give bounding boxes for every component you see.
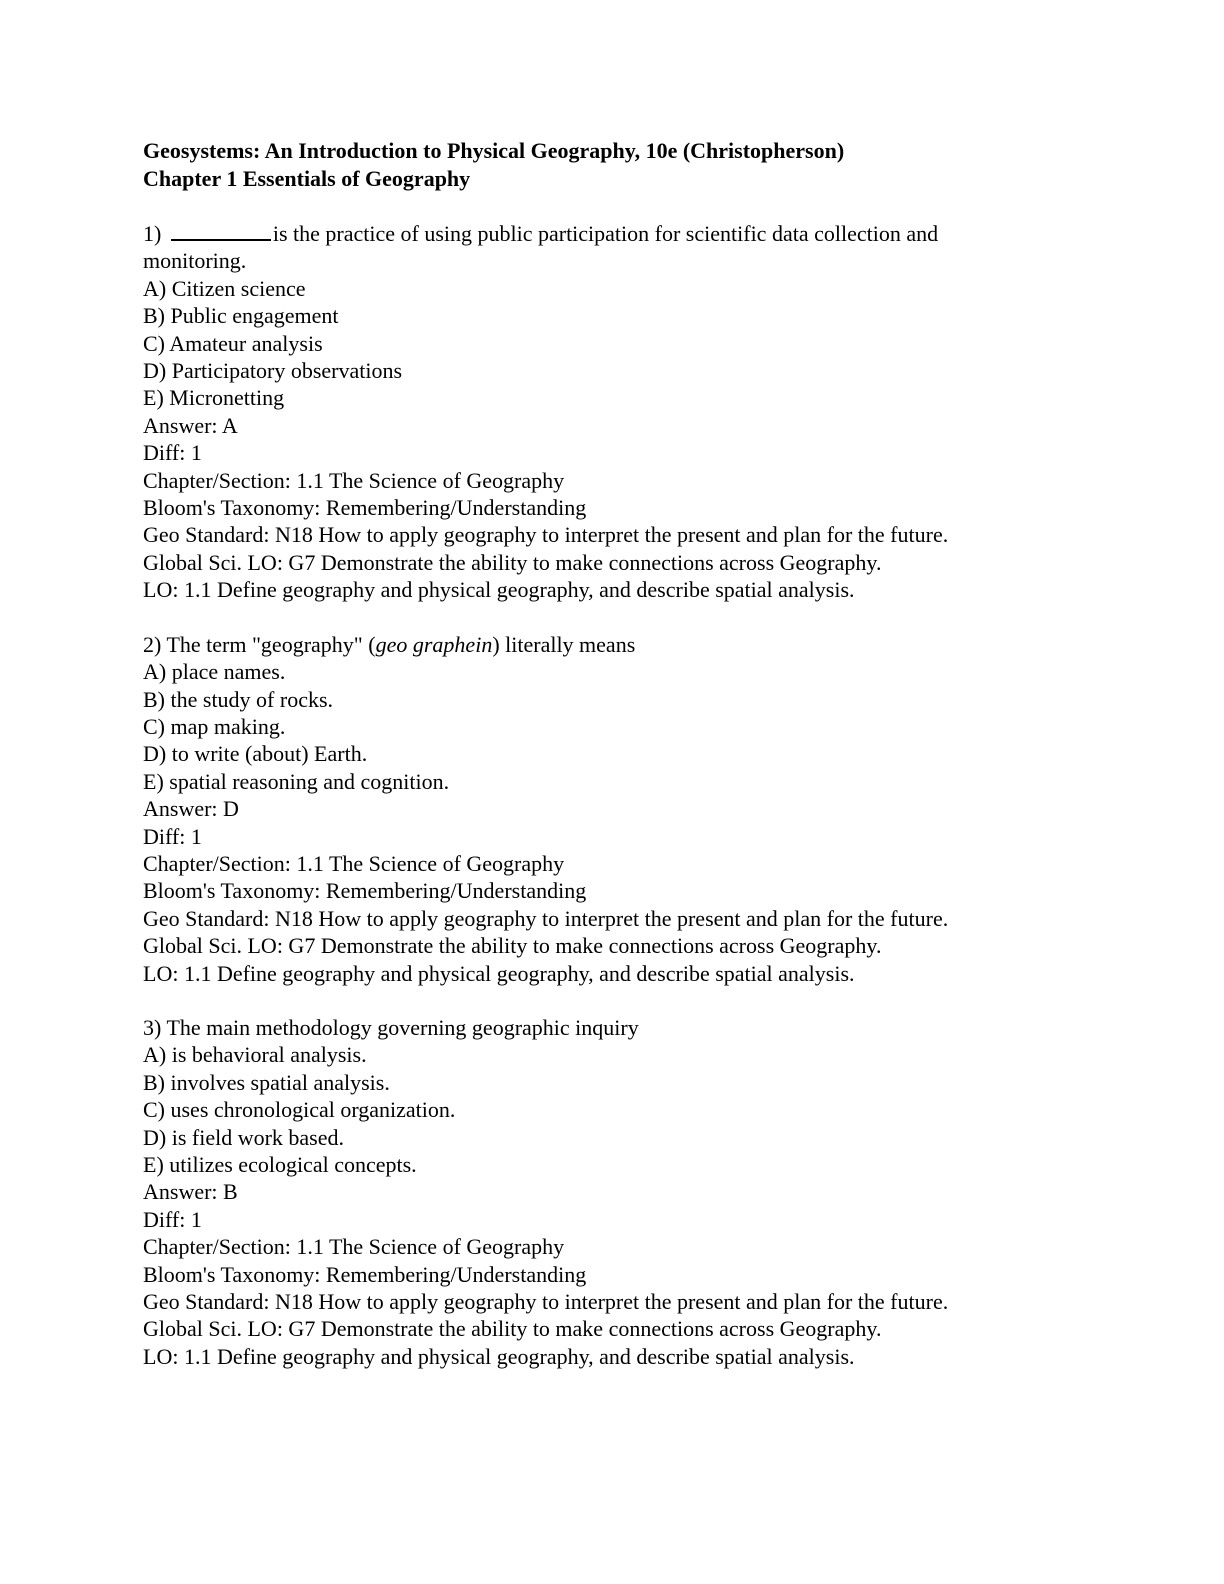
document-header (143, 137, 1143, 193)
chapter-title: Chapter 1 Essentials of Geography (143, 166, 471, 191)
difficulty: Diff: 1 (143, 1206, 202, 1232)
option-d: D) to write (about) Earth. (143, 741, 368, 767)
option-c: C) map making. (143, 713, 286, 739)
blooms-taxonomy: Bloom's Taxonomy: Remembering/Understanding (143, 1261, 587, 1287)
question-number: 1) (143, 221, 162, 246)
chapter-section: Chapter/Section: 1.1 The Science of Geography (143, 467, 565, 493)
geo-standard: Geo Standard: N18 How to apply geography to interpret the present and plan for the future. (143, 522, 949, 548)
option-b: B) involves spatial analysis. (143, 1069, 390, 1095)
learning-objective: LO: 1.1 Define geography and physical geography, and describe spatial analysis. (143, 577, 855, 603)
question-stem-post: ) literally means (492, 631, 636, 657)
difficulty: Diff: 1 (143, 823, 202, 849)
global-sci-lo: Global Sci. LO: G7 Demonstrate the ability to make connections across Geography. (143, 933, 882, 959)
question-stem-text: is the practice of using public participation for scientific data collection and (272, 221, 939, 246)
question-number: 3) (143, 1014, 162, 1040)
question-stem-italic: geo graphein (375, 631, 493, 657)
question-stem (143, 220, 1143, 247)
option-b: B) Public engagement (143, 303, 339, 329)
question-stem-continued: monitoring. (143, 248, 247, 274)
option-d: D) is field work based. (143, 1124, 345, 1150)
question-stem-text: The main methodology governing geographic inquiry (166, 1014, 639, 1040)
option-a: A) place names. (143, 659, 286, 685)
option-c: C) Amateur analysis (143, 330, 323, 356)
chapter-section: Chapter/Section: 1.1 The Science of Geography (143, 1234, 565, 1260)
option-e: E) Micronetting (143, 385, 285, 411)
option-b: B) the study of rocks. (143, 686, 334, 712)
question-3 (143, 1014, 1143, 1370)
blooms-taxonomy: Bloom's Taxonomy: Remembering/Understanding (143, 878, 587, 904)
global-sci-lo: Global Sci. LO: G7 Demonstrate the ability to make connections across Geography. (143, 1316, 882, 1342)
question-stem (143, 1014, 1143, 1041)
geo-standard: Geo Standard: N18 How to apply geography to interpret the present and plan for the future. (143, 1289, 949, 1315)
option-a: A) is behavioral analysis. (143, 1042, 367, 1068)
learning-objective: LO: 1.1 Define geography and physical geography, and describe spatial analysis. (143, 960, 855, 986)
question-number: 2) (143, 631, 162, 657)
geo-standard: Geo Standard: N18 How to apply geography to interpret the present and plan for the future. (143, 905, 949, 931)
option-e: E) utilizes ecological concepts. (143, 1152, 417, 1177)
question-stem-pre: The term "geography" ( (166, 631, 376, 657)
option-d: D) Participatory observations (143, 358, 403, 384)
option-e: E) spatial reasoning and cognition. (143, 768, 450, 794)
global-sci-lo: Global Sci. LO: G7 Demonstrate the ability to make connections across Geography. (143, 549, 882, 575)
answer: Answer: B (143, 1179, 238, 1205)
option-c: C) uses chronological organization. (143, 1097, 456, 1123)
document-content (143, 137, 1143, 1370)
answer: Answer: D (143, 796, 239, 822)
learning-objective: LO: 1.1 Define geography and physical geography, and describe spatial analysis. (143, 1343, 855, 1369)
chapter-section: Chapter/Section: 1.1 The Science of Geography (143, 850, 565, 876)
fill-in-blank (171, 221, 271, 241)
book-title: Geosystems: An Introduction to Physical Geography, 10e (Christopherson) (143, 138, 845, 163)
answer: Answer: A (143, 412, 238, 438)
question-2 (143, 631, 1143, 987)
option-a: A) Citizen science (143, 275, 306, 301)
question-1 (143, 220, 1143, 604)
blooms-taxonomy: Bloom's Taxonomy: Remembering/Understanding (143, 495, 587, 521)
difficulty: Diff: 1 (143, 440, 202, 466)
question-stem (143, 631, 1143, 658)
